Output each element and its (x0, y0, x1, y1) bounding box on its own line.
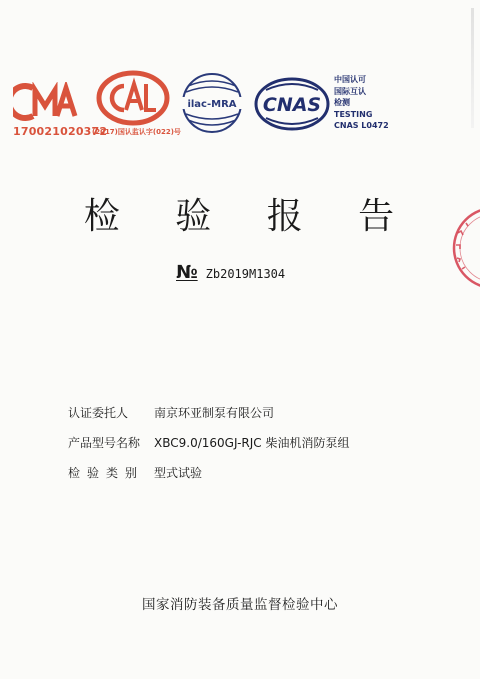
scan-edge-shadow (471, 8, 474, 128)
field-client (68, 404, 274, 421)
field-value: 南京环亚制泵有限公司 (154, 406, 275, 420)
issuing-organization: 国家消防装备质量监督检验中心 (142, 597, 338, 613)
cnas-line: 检测 (334, 98, 350, 107)
report-number-line (176, 262, 285, 283)
number-mark: № (176, 262, 198, 283)
cal-approval-number: (2017)国认监认字(022)号 (92, 128, 181, 136)
field-inspection-type (68, 464, 202, 481)
field-label: 产品型号名称 (68, 436, 141, 450)
field-product-model (68, 434, 349, 451)
cnas-logo (252, 76, 332, 132)
ilac-mra-logo (176, 72, 248, 134)
svg-text:ilac-MRA: ilac-MRA (187, 99, 237, 110)
report-number: Zb2019M1304 (205, 267, 286, 281)
cma-logo (13, 82, 79, 122)
cal-logo (96, 70, 170, 126)
report-title: 检 验 报 告 (83, 196, 417, 237)
cnas-line: CNAS L0472 (334, 121, 389, 130)
cnas-line: 国际互认 (334, 86, 366, 96)
field-label: 认证委托人 (68, 406, 129, 420)
field-value: XBC9.0/160GJ-RJC 柴油机消防泵组 (154, 436, 350, 450)
svg-text:CNAS: CNAS (262, 94, 322, 116)
cnas-line: 中国认可 (334, 75, 366, 84)
cma-certificate-number: 170021020372 (13, 125, 108, 138)
official-seal (450, 203, 480, 297)
field-value: 型式试验 (154, 466, 203, 480)
field-label: 检验类别 (68, 466, 145, 480)
cnas-accreditation-text (334, 74, 389, 132)
cnas-line: TESTING (334, 109, 373, 119)
